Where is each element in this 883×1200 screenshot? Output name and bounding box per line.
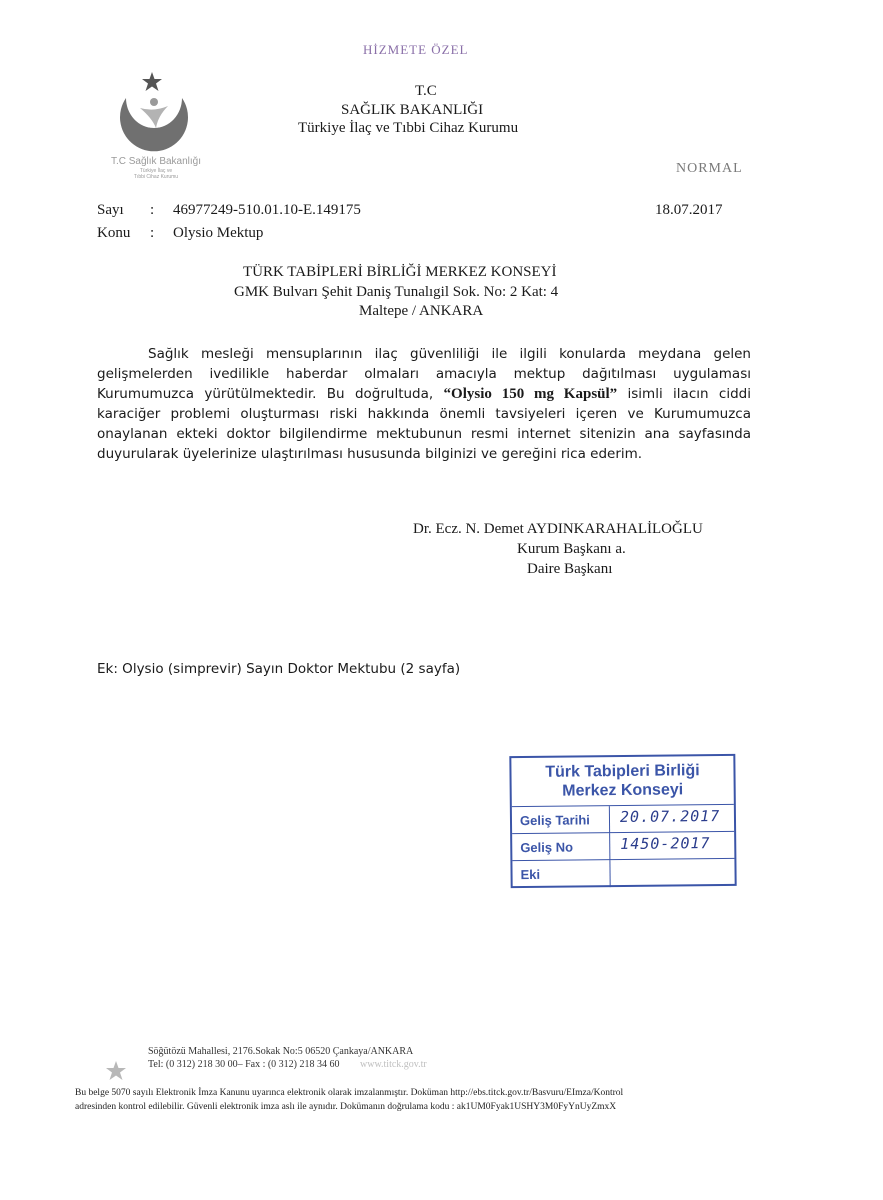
body-text: Sağlık mesleği mensuplarının ilaç güvenliliği ile ilgili konularda meydana gelen gelişmelerden ivedilikle haberdar olmaları amacıyla mektup dağıtılması uygulaması Kurumumuzca yürütülmektedir. Bu doğrultuda, (97, 346, 751, 402)
recipient-name: TÜRK TABİPLERİ BİRLİĞİ MERKEZ KONSEYİ (243, 264, 557, 280)
header-ministry: SAĞLIK BAKANLIĞI (341, 102, 484, 118)
receipt-stamp (509, 754, 736, 888)
classification-label: HİZMETE ÖZEL (363, 42, 469, 57)
signatory-name: Dr. Ecz. N. Demet AYDINKARAHALİLOĞLU (413, 521, 703, 537)
stamp-subtitle: Merkez Konseyi (562, 781, 684, 800)
signatory-title: Daire Başkanı (527, 561, 613, 577)
sayi-row (0, 202, 883, 222)
colon: : (150, 202, 155, 218)
recipient-city: Maltepe / ANKARA (359, 303, 484, 319)
handwritten-number: 1450-2017 (620, 834, 711, 854)
stamp-label: Eki (520, 866, 541, 883)
header-tc: T.C (415, 83, 437, 99)
body-text: isimli ilacın ciddi karaciğer problemi oluşturması riski hakkında önemli tavsiyeleri içeren ve Kurumumuzca onaylanan ekteki doktor bilgilendirme mektubunun resmi internet sitenizin ana sayfasında duyurularak üyelerinize ulaştırılması hususunda bilginizi ve gereğini rica ederim. (97, 386, 751, 462)
letter-body (97, 344, 751, 464)
crescent-star-icon (96, 68, 216, 158)
stamp-row (512, 804, 734, 834)
footer-address: Söğütözü Mahallesi, 2176.Sokak No:5 06520 Çankaya/ANKARA (148, 1046, 414, 1057)
drug-name: “Olysio 150 mg Kapsül” (443, 386, 618, 402)
recipient-address: GMK Bulvarı Şehit Daniş Tunalıgil Sok. No: 2 Kat: 4 (234, 284, 559, 300)
attachment-note: Ek: Olysio (simprevir) Sayın Doktor Mektubu (2 sayfa) (97, 661, 461, 677)
star-icon (105, 1060, 127, 1082)
e-signature-note: Bu belge 5070 sayılı Elektronik İmza Kanunu uyarınca elektronik olarak imzalanmıştır. Doküman http://ebs.titck.gov.tr/Basvuru/EImza/Kontrol (75, 1088, 624, 1098)
footer-phone: Tel: (0 312) 218 30 00– Fax : (0 312) 218 34 60 (148, 1059, 340, 1070)
sayi-value: 46977249-510.01.10-E.149175 (173, 202, 361, 218)
stamp-cell (609, 859, 735, 887)
stamp-cell (609, 805, 735, 833)
colon: : (150, 225, 155, 241)
konu-label: Konu (97, 225, 131, 241)
stamp-row (512, 831, 734, 861)
signatory-title: Kurum Başkanı a. (517, 541, 626, 557)
logo-subcaption: Türkiye İlaç ve (139, 168, 173, 174)
logo-subcaption: Tıbbi Cihaz Kurumu (133, 174, 179, 180)
handwritten-date: 20.07.2017 (619, 806, 721, 827)
sayi-label: Sayı (97, 202, 124, 218)
document-date: 18.07.2017 (655, 202, 723, 218)
stamp-label: Geliş No (520, 839, 574, 856)
konu-row (0, 225, 883, 245)
footer-website[interactable]: www.titck.gov.tr (360, 1059, 427, 1070)
header-institution: Türkiye İlaç ve Tıbbi Cihaz Kurumu (298, 120, 519, 136)
stamp-title: Türk Tabipleri Birliği (545, 762, 700, 781)
stamp-cell (609, 832, 735, 860)
priority-label: NORMAL (676, 161, 743, 176)
konu-value: Olysio Mektup (173, 225, 264, 241)
ministry-logo (96, 68, 216, 193)
stamp-row (512, 858, 734, 888)
e-signature-note: adresinden kontrol edilebilir. Güvenli elektronik imza aslı ile aynıdır. Dokümanın doğrulama kodu : ak1UM0Fyak1USHY3M0FyYnUyZmxX (75, 1102, 617, 1112)
logo-caption: T.C Sağlık Bakanlığı (110, 156, 202, 167)
stamp-label: Geliş Tarihi (519, 812, 590, 829)
